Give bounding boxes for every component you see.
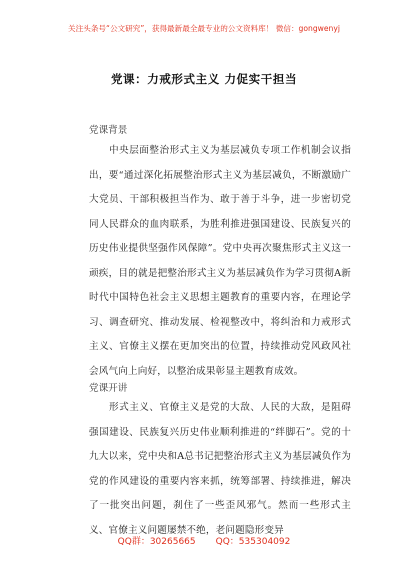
footer-qq-group: QQ群：30265665: [117, 537, 196, 547]
document-title: 党课：力戒形式主义 力促实干担当: [110, 72, 298, 86]
section-paragraph-lecture: 形式主义、官僚主义是党的大敌、人民的大敌，是阻碍强国建设、民族复兴历史伟业顺利推进的“绊脚石”。党的十九大以来，党中央和A总书记把整治形式主义为基层减负作为党的作风建设的重要内容来抓，统筹部署、持续推进，解决了一批突出问题，刹住了一些歪风邪气。然而一些形式主义、官僚主义问题屡禁不绝，老问题隐形变异: [89, 402, 351, 536]
section-paragraph-background: 中央层面整治形式主义为基层减负专项工作机制会议指出，要“通过深化拓展整治形式主义为基层减负，不断激励广大党员、干部积极担当作为、敢于善于斗争，进一步密切党同人民群众的血肉联系，为胜利推进强国建设、民族复兴的历史伟业提供坚强作风保障”。党中央再次聚焦形式主义这一顽疾，目的就是把整治形式主义为基层减负作为学习贯彻A新时代中国特色社会主义思想主题教育的重要内容，在理论学习、调查研究、推动发展、检视整改中，将纠治和力戒形式主义、官僚主义摆在更加突出的位置，持续推动党风政风社会风气向上向好，以整治成果彰显主题教育成效。: [89, 145, 351, 377]
section-heading-background: 党课背景: [89, 125, 128, 136]
header-note: 关注头条号“公文研究”，获得最新最全最专业的公文资料库！ 微信：gongwenyj: [68, 24, 340, 33]
section-heading-lecture: 党课开讲: [89, 383, 128, 394]
footer-qq-number: QQ：535304092: [215, 537, 291, 547]
footer-contact: [0, 534, 408, 547]
